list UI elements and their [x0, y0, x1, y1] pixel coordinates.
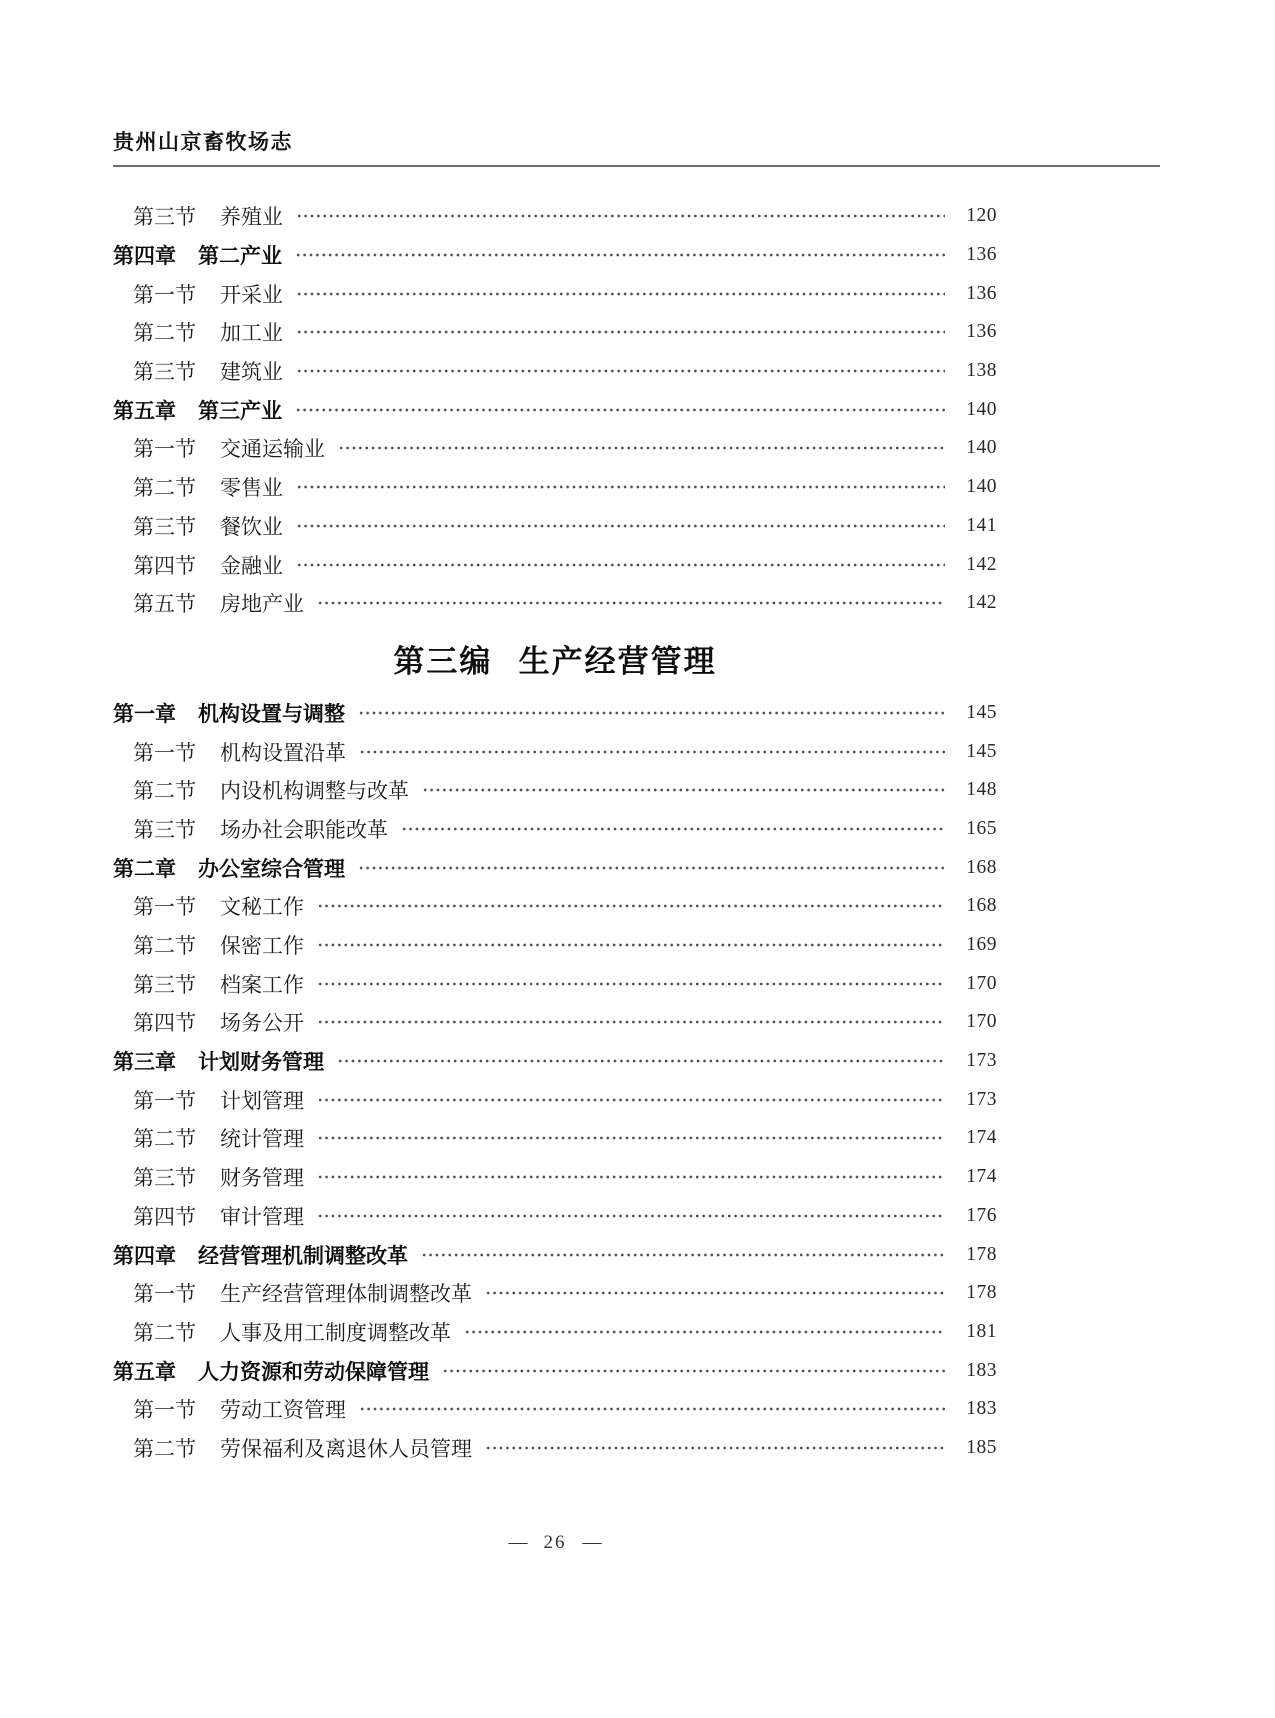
toc-leader-dots — [295, 406, 945, 414]
toc-leader-dots — [296, 561, 945, 569]
toc-entry — [113, 584, 997, 623]
toc-entry-page-number: 185 — [966, 1436, 997, 1458]
toc-leader-dots — [422, 786, 945, 794]
toc-entry-title: 内设机构调整与改革 — [220, 779, 409, 804]
toc-entry-label: 第三节 — [133, 360, 196, 385]
toc-entry-title: 房地产业 — [220, 592, 304, 617]
toc-leader-dots — [296, 483, 945, 491]
toc-entry — [113, 236, 997, 275]
toc-entry-page-number: 141 — [966, 514, 997, 536]
toc-entry-title: 人事及用工制度调整改革 — [220, 1320, 451, 1345]
toc-entry-title: 计划管理 — [220, 1088, 304, 1113]
toc-entry-label: 第四节 — [133, 1204, 196, 1229]
toc-leader-dots — [317, 902, 945, 910]
page-footer — [113, 1532, 997, 1554]
toc-leader-dots — [359, 748, 945, 756]
toc-entry — [113, 313, 997, 352]
toc-list-top — [113, 197, 997, 623]
toc-entry-label: 第一章 — [113, 702, 176, 726]
toc-entry — [113, 926, 997, 965]
toc-entry-page-number: 174 — [966, 1166, 997, 1188]
toc-leader-dots — [358, 864, 945, 872]
toc-entry — [113, 771, 997, 810]
toc-leader-dots — [317, 1096, 945, 1104]
toc-entry-title: 餐饮业 — [220, 514, 283, 539]
toc-entry — [113, 1274, 997, 1313]
toc-entry-label: 第四节 — [133, 1011, 196, 1036]
toc-entry-label: 第二节 — [133, 934, 196, 959]
toc-leader-dots — [337, 1057, 945, 1065]
page-header — [113, 126, 1160, 167]
toc-entry-label: 第一节 — [133, 1282, 196, 1307]
toc-entry — [113, 694, 997, 733]
toc-entry-title: 机构设置与调整 — [198, 702, 345, 726]
toc-leader-dots — [295, 251, 945, 259]
toc-entry-title: 文秘工作 — [220, 895, 304, 920]
toc-entry-page-number: 136 — [966, 321, 997, 343]
toc-entry — [113, 1080, 997, 1119]
toc-leader-dots — [317, 1212, 945, 1220]
toc-leader-dots — [485, 1289, 945, 1297]
toc-entry-title: 劳保福利及离退休人员管理 — [220, 1436, 472, 1461]
toc-entry-label: 第三节 — [133, 1166, 196, 1191]
table-of-contents — [113, 197, 1160, 1467]
toc-entry-title: 计划财务管理 — [198, 1051, 324, 1075]
footer-dash-right: — — [582, 1532, 602, 1553]
toc-entry — [113, 964, 997, 1003]
toc-entry — [113, 1429, 997, 1468]
toc-entry-page-number: 183 — [966, 1359, 997, 1381]
toc-entry-label: 第二节 — [133, 1320, 196, 1345]
toc-entry-label: 第四章 — [113, 1244, 176, 1268]
toc-entry-label: 第二节 — [133, 476, 196, 501]
toc-entry-title: 场务公开 — [220, 1011, 304, 1036]
toc-entry — [113, 1003, 997, 1042]
toc-entry-label: 第一节 — [133, 1398, 196, 1423]
toc-entry — [113, 887, 997, 926]
toc-entry-title: 统计管理 — [220, 1127, 304, 1152]
toc-leader-dots — [421, 1251, 945, 1259]
toc-entry-page-number: 138 — [966, 360, 997, 382]
toc-entry-page-number: 136 — [966, 282, 997, 304]
toc-entry-label: 第一节 — [133, 1088, 196, 1113]
toc-leader-dots — [359, 1405, 945, 1413]
toc-entry — [113, 848, 997, 887]
toc-entry-title: 档案工作 — [220, 972, 304, 997]
toc-entry — [113, 1235, 997, 1274]
toc-entry-label: 第四节 — [133, 553, 196, 578]
toc-entry-label: 第三节 — [133, 817, 196, 842]
toc-entry-page-number: 168 — [966, 895, 997, 917]
toc-leader-dots — [296, 328, 945, 336]
toc-entry-page-number: 142 — [966, 553, 997, 575]
toc-entry-label: 第一节 — [133, 437, 196, 462]
toc-entry-label: 第三节 — [133, 972, 196, 997]
toc-entry-title: 财务管理 — [220, 1166, 304, 1191]
toc-entry-title: 建筑业 — [220, 360, 283, 385]
toc-entry-page-number: 145 — [966, 740, 997, 762]
toc-entry-label: 第一节 — [133, 740, 196, 765]
toc-entry-title: 机构设置沿革 — [220, 740, 346, 765]
toc-entry-title: 保密工作 — [220, 934, 304, 959]
toc-entry-page-number: 173 — [966, 1088, 997, 1110]
toc-entry-page-number: 178 — [966, 1243, 997, 1265]
toc-entry — [113, 1313, 997, 1352]
toc-entry — [113, 1351, 997, 1390]
toc-entry-label: 第二章 — [113, 857, 176, 881]
toc-entry-title: 经营管理机制调整改革 — [198, 1244, 408, 1268]
part-title — [113, 639, 997, 684]
toc-leader-dots — [296, 290, 945, 298]
toc-entry-label: 第一节 — [133, 282, 196, 307]
toc-entry-title: 场办社会职能改革 — [220, 817, 388, 842]
toc-entry-title: 开采业 — [220, 282, 283, 307]
toc-leader-dots — [464, 1328, 945, 1336]
toc-leader-dots — [296, 522, 945, 530]
toc-entry — [113, 390, 997, 429]
toc-entry-label: 第一节 — [133, 895, 196, 920]
folio-page-number: 26 — [543, 1532, 567, 1553]
toc-leader-dots — [317, 941, 945, 949]
toc-entry-page-number: 178 — [966, 1282, 997, 1304]
toc-entry-title: 办公室综合管理 — [198, 857, 345, 881]
toc-entry — [113, 732, 997, 771]
toc-entry-label: 第二节 — [133, 779, 196, 804]
toc-leader-dots — [317, 1134, 945, 1142]
toc-entry-page-number: 176 — [966, 1204, 997, 1226]
toc-entry-title: 审计管理 — [220, 1204, 304, 1229]
toc-entry-label: 第三节 — [133, 514, 196, 539]
toc-entry-page-number: 181 — [966, 1320, 997, 1342]
toc-entry-title: 金融业 — [220, 553, 283, 578]
toc-entry-label: 第三章 — [113, 1051, 176, 1075]
toc-entry-page-number: 168 — [966, 856, 997, 878]
toc-entry-page-number: 183 — [966, 1398, 997, 1420]
toc-entry-label: 第二节 — [133, 1127, 196, 1152]
toc-leader-dots — [296, 367, 945, 375]
toc-entry-label: 第四章 — [113, 245, 176, 269]
toc-entry-label: 第五节 — [133, 592, 196, 617]
toc-entry — [113, 274, 997, 313]
toc-entry-page-number: 169 — [966, 934, 997, 956]
toc-entry-title: 交通运输业 — [220, 437, 325, 462]
toc-entry-page-number: 142 — [966, 592, 997, 614]
toc-entry-title: 第三产业 — [198, 399, 282, 423]
toc-entry — [113, 507, 997, 546]
toc-entry-title: 零售业 — [220, 476, 283, 501]
toc-leader-dots — [317, 599, 945, 607]
toc-entry-page-number: 173 — [966, 1050, 997, 1072]
toc-entry-page-number: 170 — [966, 1011, 997, 1033]
toc-entry — [113, 545, 997, 584]
toc-entry-title: 人力资源和劳动保障管理 — [198, 1360, 429, 1384]
toc-leader-dots — [401, 825, 945, 833]
toc-entry — [113, 468, 997, 507]
toc-entry-page-number: 120 — [966, 205, 997, 227]
toc-entry-page-number: 148 — [966, 779, 997, 801]
toc-entry-title: 生产经营管理体制调整改革 — [220, 1282, 472, 1307]
toc-leader-dots — [338, 444, 945, 452]
toc-leader-dots — [358, 709, 945, 717]
toc-entry-label: 第五章 — [113, 399, 176, 423]
toc-leader-dots — [317, 980, 945, 988]
toc-entry — [113, 1119, 997, 1158]
toc-entry-label: 第二节 — [133, 321, 196, 346]
toc-entry-page-number: 140 — [966, 437, 997, 459]
toc-entry-page-number: 145 — [966, 701, 997, 723]
toc-entry — [113, 429, 997, 468]
toc-entry-page-number: 136 — [966, 244, 997, 266]
toc-entry-label: 第五章 — [113, 1360, 176, 1384]
toc-entry — [113, 352, 997, 391]
toc-leader-dots — [442, 1367, 945, 1375]
book-title: 贵州山京畜牧场志 — [113, 131, 293, 154]
toc-entry-title: 养殖业 — [220, 205, 283, 230]
toc-entry-page-number: 140 — [966, 476, 997, 498]
toc-entry-title: 劳动工资管理 — [220, 1398, 346, 1423]
toc-leader-dots — [317, 1173, 945, 1181]
toc-leader-dots — [296, 212, 945, 220]
toc-entry — [113, 1390, 997, 1429]
part-title-text: 生产经营管理 — [518, 643, 717, 679]
footer-dash-left: — — [508, 1532, 528, 1553]
toc-entry-title: 加工业 — [220, 321, 283, 346]
toc-entry-page-number: 140 — [966, 398, 997, 420]
toc-entry-title: 第二产业 — [198, 245, 282, 269]
toc-entry-label: 第三节 — [133, 205, 196, 230]
toc-entry — [113, 810, 997, 849]
toc-list-bottom — [113, 694, 997, 1468]
toc-entry — [113, 1158, 997, 1197]
toc-entry — [113, 1042, 997, 1081]
toc-entry — [113, 197, 997, 236]
toc-leader-dots — [485, 1444, 945, 1452]
toc-entry-page-number: 174 — [966, 1127, 997, 1149]
part-title-label: 第三编 — [393, 643, 493, 679]
toc-entry-label: 第二节 — [133, 1436, 196, 1461]
toc-leader-dots — [317, 1018, 945, 1026]
toc-entry-page-number: 170 — [966, 972, 997, 994]
toc-entry — [113, 1197, 997, 1236]
toc-entry-page-number: 165 — [966, 817, 997, 839]
